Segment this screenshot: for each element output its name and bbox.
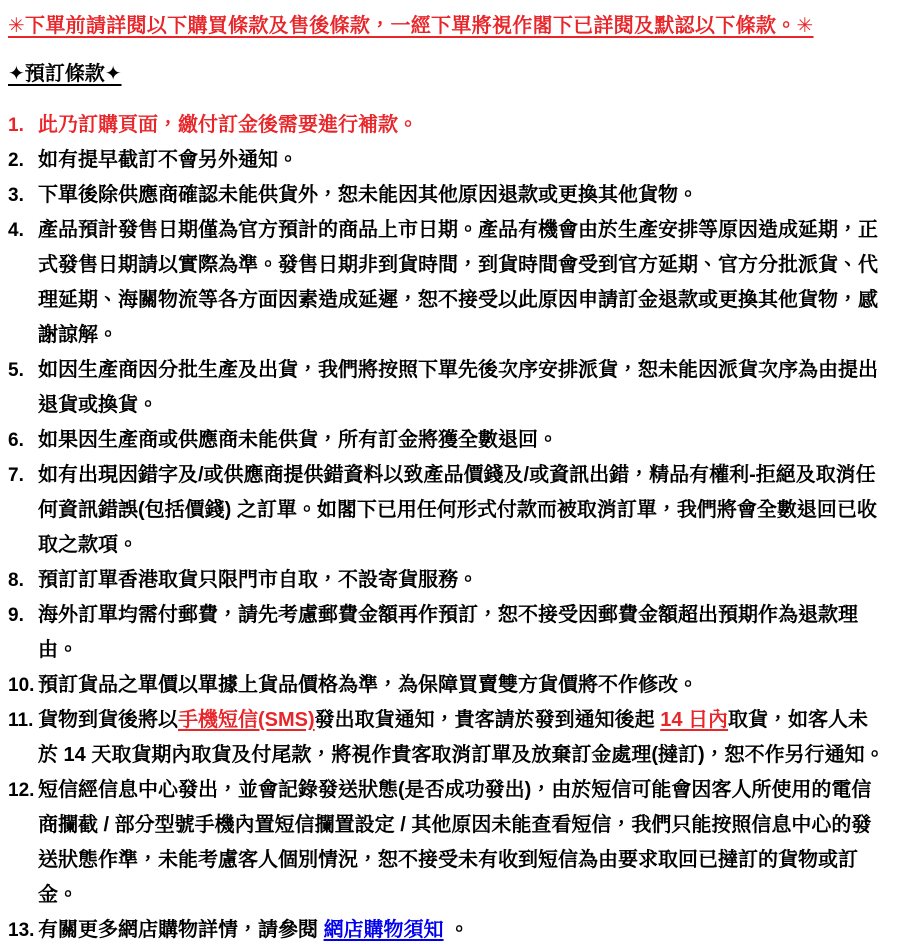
term-item-13: [8, 913, 887, 948]
term-number: 2.: [8, 150, 24, 171]
term-number: 3.: [8, 185, 24, 206]
term-number: 8.: [8, 570, 24, 591]
term-text: 海外訂單均需付郵費，請先考慮郵費金額再作預訂，恕不接受因郵費金額超出預期作為退款理由。: [38, 604, 858, 661]
term-number: 12.: [8, 780, 35, 801]
term-item-10: [8, 668, 887, 703]
terms-list: [8, 108, 887, 948]
term-number: 6.: [8, 430, 24, 451]
term-text: [38, 703, 887, 773]
preorder-warning-banner: ✳下單前請詳閱以下購買條款及售後條款，一經下單將視作閣下已詳閱及默認以下條款。✳: [8, 15, 814, 37]
term-number: 7.: [8, 465, 24, 486]
pickup-deadline-highlight: 14 日內: [660, 709, 729, 731]
term-number: 10.: [8, 675, 35, 696]
term-text-segment: 發出取貨通知，貴客請於發到通知後起: [314, 709, 661, 731]
term-text: 如因生產商因分批生產及出貨，我們將按照下單先後次序安排派貨，恕未能因派貨次序為由提出退貨或換貨。: [38, 359, 878, 416]
shop-guide-link[interactable]: 網店購物須知: [323, 919, 444, 941]
term-number: 5.: [8, 360, 24, 381]
term-text: 如有出現因錯字及/或供應商提供錯資料以致產品價錢及/或資訊出錯，精品有權利-拒絕及取消任何資訊錯誤(包括價錢) 之訂單。如閣下已用任何形式付款而被取消訂單，我們將會全數退回已收取之款項。: [38, 464, 877, 556]
term-item-1: [8, 108, 887, 143]
term-item-4: [8, 213, 887, 353]
term-item-12: [8, 773, 887, 913]
term-item-8: [8, 563, 887, 598]
term-item-11: [8, 703, 887, 773]
term-text-segment: 。: [443, 919, 470, 941]
term-text: 如果因生產商或供應商未能供貨，所有訂金將獲全數退回。: [38, 429, 558, 451]
term-number: 1.: [8, 115, 24, 136]
term-text: 預訂貨品之單價以單據上貨品價格為準，為保障買賣雙方貨價將不作修改。: [38, 674, 698, 696]
term-text-segment: 有關更多網店購物詳情，請參閱: [38, 919, 324, 941]
term-number: 11.: [8, 710, 34, 731]
term-text: 產品預計發售日期僅為官方預計的商品上市日期。產品有機會由於生產安排等原因造成延期，正式發售日期請以實際為準。發售日期非到貨時間，到貨時間會受到官方延期、官方分批派貨、代理延期、海關物流等各方面因素造成延遲，恕不接受以此原因申請訂金退款或更換其他貨物，感謝諒解。: [38, 219, 878, 346]
term-item-6: [8, 423, 887, 458]
term-number: 9.: [8, 605, 24, 626]
term-text-segment: 取貨，如客人未於 14 天取貨期內取貨及付尾款，將視作貴客取消訂單及放棄訂金處理(撻訂)，恕不作另行通知。: [38, 709, 885, 766]
term-text: [38, 913, 887, 948]
term-text: 預訂訂單香港取貨只限門市自取，不設寄貨服務。: [38, 569, 478, 591]
term-item-9: [8, 598, 887, 668]
term-number: 4.: [8, 220, 24, 241]
term-number: 13.: [8, 920, 35, 941]
term-item-3: [8, 178, 887, 213]
term-text: 如有提早截訂不會另外通知。: [38, 149, 298, 171]
term-text: 短信經信息中心發出，並會記錄發送狀態(是否成功發出)，由於短信可能會因客人所使用的電信商攔截 / 部分型號手機內置短信攔置設定 / 其他原因未能查看短信，我們只能按照信息中心的發送狀態作準，未能考慮客人個別情況，恕不接受未有收到短信為由要求取回已撻訂的貨物或訂金。: [38, 779, 872, 906]
term-item-5: [8, 353, 887, 423]
term-text-segment: 貨物到貨後將以: [38, 709, 178, 731]
term-item-7: [8, 458, 887, 563]
term-text: 此乃訂購頁面，繳付訂金後需要進行補款。: [38, 114, 418, 136]
term-item-2: [8, 143, 887, 178]
term-text: 下單後除供應商確認未能供貨外，恕未能因其他原因退款或更換其他貨物。: [38, 184, 698, 206]
section-title-preorder-terms: ✦預訂條款✦: [8, 63, 122, 85]
sms-notice-highlight: 手機短信(SMS): [178, 709, 315, 731]
